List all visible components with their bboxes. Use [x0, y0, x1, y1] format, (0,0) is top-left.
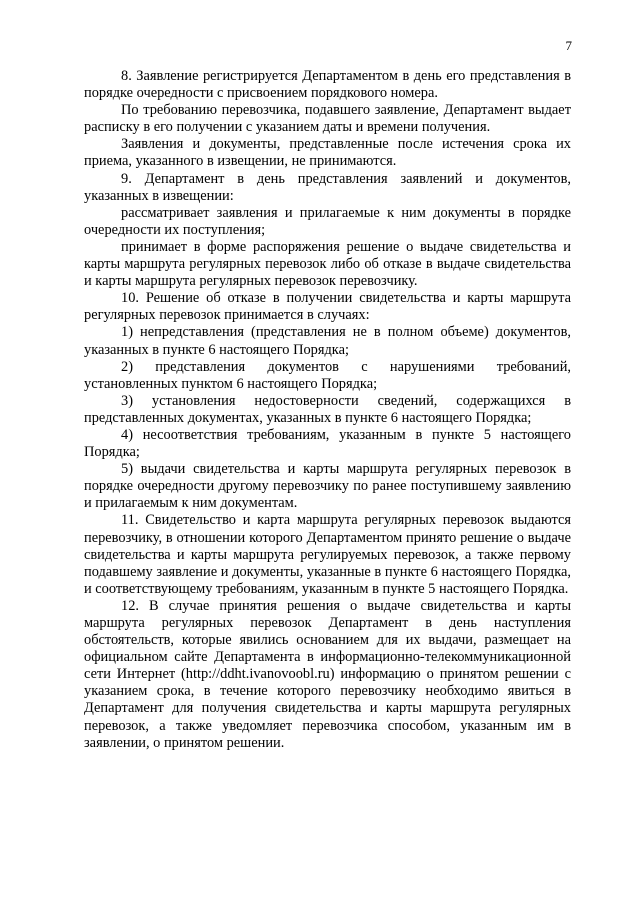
page-number: 7: [565, 38, 572, 53]
paragraph-receipt: По требованию перевозчика, подавшего заявление, Департамент выдает расписку в его получении с указанием даты и времени получения.: [84, 102, 571, 136]
paragraph-12-publication: 12. В случае принятия решения о выдаче свидетельства и карты маршрута регулярных перевозок Департамент в день наступления обстоятельств, которые явились основанием для их выдачи, размещает на официальном сайте Департамента в информационно-телекоммуникационной сети Интернет (http://ddht.ivanovoobl.ru) информацию о принятом решении с указанием срока, в течение которого перевозчику необходимо явиться в Департамент для получения свидетельства и карты маршрута регулярных перевозок, а также уведомляет перевозчика способом, указанным им в заявлении, о принятом решении.: [84, 597, 571, 751]
paragraph-10-item-2: 2) представления документов с нарушениями требований, установленных пунктом 6 настоящего Порядка;: [84, 358, 571, 392]
paragraph-8-registration: 8. Заявление регистрируется Департаментом в день его представления в порядке очередности с присвоением порядкового номера.: [84, 68, 571, 102]
paragraph-9-review: рассматривает заявления и прилагаемые к ним документы в порядке очередности их поступления;: [84, 204, 571, 238]
paragraph-9-department-actions: 9. Департамент в день представления заявлений и документов, указанных в извещении:: [84, 170, 571, 204]
paragraph-10-item-4: 4) несоответствия требованиям, указанным в пункте 5 настоящего Порядка;: [84, 426, 571, 461]
paragraph-9-decision: принимает в форме распоряжения решение о выдаче свидетельства и карты маршрута регулярных перевозок либо об отказе в выдаче свидетельства и карты маршрута регулярных перевозок перевозчику.: [84, 238, 571, 290]
paragraph-11-issuance: 11. Свидетельство и карта маршрута регулярных перевозок выдаются перевозчику, в отношении которого Департаментом принято решение о выдаче свидетельства и карты маршрута регулируемых перевозок, а также первому подавшему заявление и документы, указанные в пункте 6 настоящего Порядка, и соответствующему требованиям, указанным в пункте 5 настоящего Порядка.: [84, 512, 571, 597]
paragraph-10-item-1: 1) непредставления (представления не в полном объеме) документов, указанных в пункте 6 настоящего Порядка;: [84, 324, 571, 358]
paragraph-10-item-5: 5) выдачи свидетельства и карты маршрута регулярных перевозок в порядке очередности другому перевозчику по ранее поступившему заявлению и прилагаемым к ним документам.: [84, 461, 571, 512]
paragraph-late-submissions: Заявления и документы, представленные после истечения срока их приема, указанного в извещении, не принимаются.: [84, 136, 571, 170]
document-body: [84, 68, 571, 752]
paragraph-10-refusal: 10. Решение об отказе в получении свидетельства и карты маршрута регулярных перевозок принимается в случаях:: [84, 290, 571, 324]
paragraph-10-item-3: 3) установления недостоверности сведений, содержащихся в представленных документах, указанных в пункте 6 настоящего Порядка;: [84, 392, 571, 426]
